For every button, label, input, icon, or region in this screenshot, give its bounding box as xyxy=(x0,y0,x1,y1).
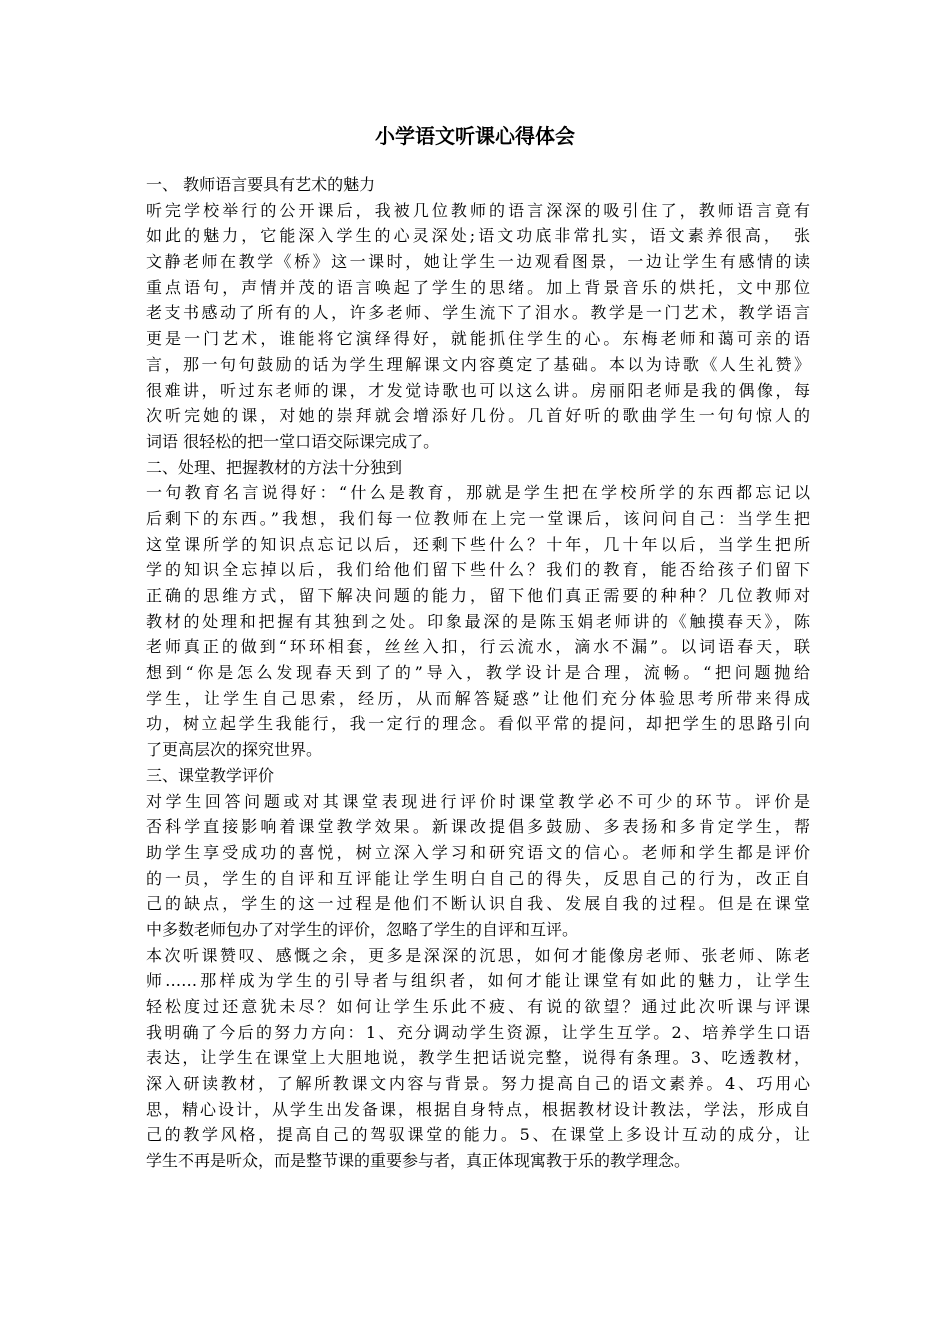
paragraph-line: 词语 很轻松的把一堂口语交际课完成了。 xyxy=(146,431,440,451)
paragraph-line: 功，树立起学生我能行，我一定行的理念。看似平常的提问，却把学生的思路引向 xyxy=(146,714,810,734)
paragraph-line: 文静老师在教学《桥》这一课时，她让学生一边观看图景，一边让学生有感情的读 xyxy=(146,252,810,272)
paragraph-line: 老师真正的做到“环环相套，丝丝入扣，行云流水，滴水不漏”。以词语春天，联 xyxy=(146,637,810,657)
paragraph-line: 否科学直接影响着课堂教学效果。新课改提倡多鼓励、多表扬和多肯定学生，帮 xyxy=(146,817,810,837)
paragraph-line: 很难讲，听过东老师的课，才发觉诗歌也可以这么讲。房丽阳老师是我的偶像，每 xyxy=(146,380,810,400)
paragraph-line: 深入研读教材，了解所教课文内容与背景。努力提高自己的语文素养。4、巧用心 xyxy=(146,1074,810,1094)
paragraph-line: 的一员，学生的自评和互评能让学生明白自己的得失，反思自己的行为，改正自 xyxy=(146,868,810,888)
paragraph-line: 学生不再是听众，而是整节课的重要参与者，真正体现寓教于乐的教学理念。 xyxy=(146,1151,691,1171)
paragraph-line: 教材的处理和把握有其独到之处。印象最深的是陈玉娟老师讲的《触摸春天》，陈 xyxy=(146,611,810,631)
paragraph-line: 重点语句，声情并茂的语言唤起了学生的思绪。加上背景音乐的烘托，文中那位 xyxy=(146,277,810,297)
paragraph-line: 学生，让学生自己思索，经历，从而解答疑惑”让他们充分体验思考所带来得成 xyxy=(146,688,810,708)
paragraph-line: 这堂课所学的知识点忘记以后，还剩下些什么？十年，几十年以后，当学生把所 xyxy=(146,534,810,554)
document-body xyxy=(146,172,810,1174)
paragraph-line: 想到“你是怎么发现春天到了的”导入，教学设计是合理，流畅。“把问题抛给 xyxy=(146,663,810,683)
paragraph-line: 正确的思维方式，留下解决问题的能力，留下他们真正需要的种种？几位教师对 xyxy=(146,586,810,605)
section-heading-2: 二、处理、把握教材的方法十分独到 xyxy=(146,457,403,477)
paragraph-line: 己的教学风格，提高自己的驾驭课堂的能力。5、在课堂上多设计互动的成分，让 xyxy=(146,1125,810,1145)
paragraph-line: 了更高层次的探究世界。 xyxy=(146,740,323,760)
paragraph-line: 表达，让学生在课堂上大胆地说，教学生把话说完整，说得有条理。3、吃透教材， xyxy=(146,1048,810,1068)
document-title: 小学语文听课心得体会 xyxy=(375,124,575,148)
paragraph-line: 更是一门艺术，谁能将它演绎得好，就能抓住学生的心。东梅老师和蔼可亲的语 xyxy=(146,329,810,349)
section-heading-1: 一、 教师语言要具有艺术的魅力 xyxy=(146,175,376,194)
section-heading-3: 三、课堂教学评价 xyxy=(146,765,275,785)
paragraph-line: 后剩下的东西。”我想，我们每一位教师在上完一堂课后，该问问自己：当学生把 xyxy=(146,508,810,528)
paragraph-line: 次听完她的课，对她的崇拜就会增添好几份。几首好听的歌曲学生一句句惊人的 xyxy=(146,406,810,426)
paragraph-line: 听完学校举行的公开课后，我被几位教师的语言深深的吸引住了，教师语言竟有 xyxy=(146,200,810,220)
paragraph-line: 对学生回答问题或对其课堂表现进行评价时课堂教学必不可少的环节。评价是 xyxy=(146,791,810,811)
paragraph-line: 我明确了今后的努力方向：1、充分调动学生资源，让学生互学。2、培养学生口语 xyxy=(146,1022,810,1042)
paragraph-line: 言，那一句句鼓励的话为学生理解课文内容奠定了基础。本以为诗歌《人生礼赞》 xyxy=(146,354,810,374)
paragraph-line: 如此的魅力，它能深入学生的心灵深处;语文功底非常扎实，语文素养很高， 张 xyxy=(146,226,810,246)
paragraph-line: 学的知识全忘掉以后，我们给他们留下些什么？我们的教育，能否给孩子们留下 xyxy=(146,560,810,580)
paragraph-line: 思，精心设计，从学生出发备课，根据自身特点，根据教材设计教法，学法，形成自 xyxy=(146,1099,810,1119)
paragraph-line: 助学生享受成功的喜悦，树立深入学习和研究语文的信心。老师和学生都是评价 xyxy=(146,842,810,862)
paragraph-line: 己的缺点，学生的这一过程是他们不断认识自我、发展自我的过程。但是在课堂 xyxy=(146,894,810,914)
paragraph-line: 一句教育名言说得好：“什么是教育，那就是学生把在学校所学的东西都忘记以 xyxy=(146,483,810,503)
paragraph-line: 老支书感动了所有的人，许多老师、学生流下了泪水。教学是一门艺术，教学语言 xyxy=(146,303,810,323)
paragraph-line: 本次听课赞叹、感慨之余，更多是深深的沉思，如何才能像房老师、张老师、陈老 xyxy=(146,945,810,965)
paragraph-line: 中多数老师包办了对学生的评价，忽略了学生的自评和互评。 xyxy=(146,919,579,939)
paragraph-line: 师……那样成为学生的引导者与组织者，如何才能让课堂有如此的魅力，让学生 xyxy=(146,971,810,991)
paragraph-line: 轻松度过还意犹未尽？如何让学生乐此不疲、有说的欲望？通过此次听课与评课 xyxy=(146,997,810,1016)
